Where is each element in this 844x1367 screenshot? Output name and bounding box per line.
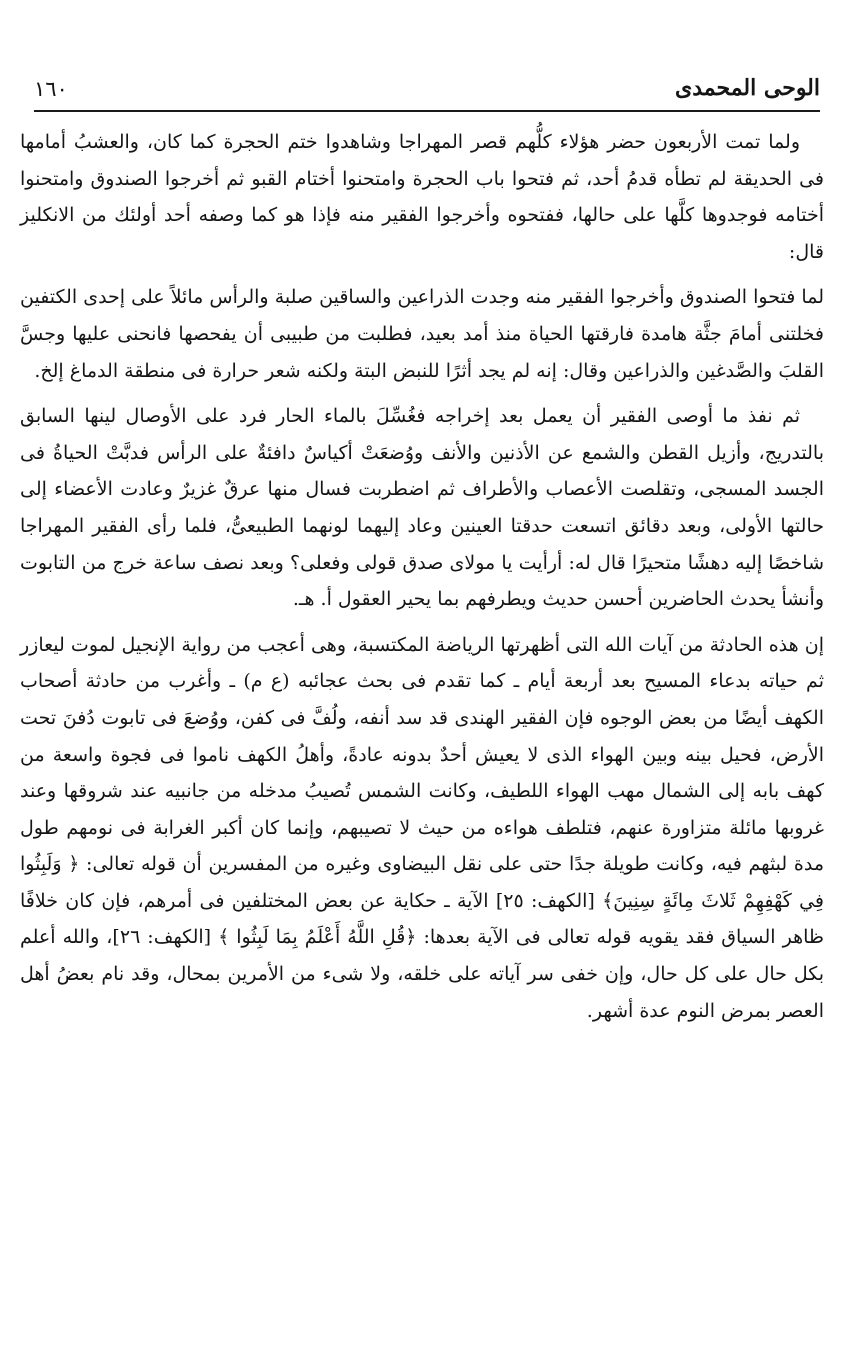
paragraph-3: ثم نفذ ما أوصى الفقير أن يعمل بعد إخراجه فغُسِّلَ بالماء الحار فرد على الأوصال لينها السابق بالتدريج، وأزيل القطن والشمع عن الأذنين والأنف ووُضعَتْ أكياسٌ دافئةٌ على الرأس فدبَّتْ الحياةُ فى الجسد المسجى، وتقلصت الأعصاب والأطراف ثم اضطربت فسال منها عرقٌ غزيرٌ وعادت الأعضاء إلى حالتها الأولى، وبعد دقائق اتسعت حدقتا العينين وعاد إليهما لونهما الطبيعىُّ، فلما رأى الفقير المهراجا شاخصًا إليه دهشًا متحيرًا قال له: أرأيت يا مولاى صدق قولى وفعلى؟ وبعد نصف ساعة خرج من التابوت وأنشأ يحدث الحاضرين أحسن حديث ويطرفهم بما يحير العقول أ. هـ. (20, 405, 824, 611)
paragraph-2: لما فتحوا الصندوق وأخرجوا الفقير منه وجدت الذراعين والساقين صلبة والرأس مائلاً على إحدى الكتفين فخلتنى أمامَ جثَّة هامدة فارقتها الحياة منذ أمد بعيد، فطلبت من طبيبى أن يفحصها فانحنى عليها وجسَّ القلبَ والصَّدغين والذراعين وقال: إنه لم يجد أثرًا للنبض البتة ولكنه شعر حرارة فى منطقة الدماغ إلخ. (20, 286, 824, 382)
paragraph-gap (20, 389, 824, 398)
paragraph-gap (20, 618, 824, 627)
paragraph-gap (20, 270, 824, 279)
body-text (20, 124, 824, 1029)
running-head (34, 70, 820, 110)
paragraph-4: إن هذه الحادثة من آيات الله التى أظهرتها الرياضة المكتسبة، وهى أعجب من رواية الإنجيل لموت ليعازر ثم حياته بدعاء المسيح بعد أربعة أيام ـ كما تقدم فى بحث عجائبه (ع م) ـ وأغرب من حادثة أصحاب الكهف أيضًا من بعض الوجوه فإن الفقير الهندى قد سد أنفه، ولُفَّ فى كفن، ووُضعَ فى تابوت دُفنَ تحت الأرض، فحيل بينه وبين الهواء الذى لا يعيش أحدٌ بدونه عادةً، وأهلُ الكهف ناموا فى فجوة واسعة من كهف بابه إلى الشمال مهب الهواء اللطيف، وكانت الشمس تُصيبُ مدخله من جانبيه عند شروقها وعند غروبها مائلة متزاورة عنهم، فتلطف هواءه من حيث لا تصيبهم، وإنما كان أكبر الغرابة فى نومهم طول مدة لبثهم فيه، وكانت طويلة جدًا حتى على نقل البيضاوى وغيره من المفسرين أن قوله تعالى: ﴿ وَلَبِثُوا فِي كَهْفِهِمْ ثَلاثَ مِائَةٍ سِنِينَ﴾ [الكهف: ٢٥] الآية ـ حكاية عن بعض المختلفين فى أمرهم، فإن كان خلافًا ظاهر السياق فقد يقويه قوله تعالى فى الآية بعدها: ﴿قُلِ اللَّهُ أَعْلَمُ بِمَا لَبِثُوا ﴾ [الكهف: ٢٦]، والله أعلم بكل حال على كل حال، وإن خفى سر آياته على خلقه، ولا شىء من الأمرين بمحال، وقد نام بعضُ أهل العصر بمرض النوم عدة أشهر. (20, 633, 824, 1022)
book-title: الوحى المحمدى (675, 75, 820, 101)
page-number: ١٦٠ (34, 77, 68, 101)
header-rule (34, 110, 820, 112)
paragraph-1: ولما تمت الأربعون حضر هؤلاء كلُّهم قصر المهراجا وشاهدوا ختم الحجرة كما كان، والعشبُ أمامها فى الحديقة لم تطأه قدمُ أحد، ثم فتحوا باب الحجرة وامتحنوا أختام القبو ثم أخرجوا الصندوق وامتحنوا أختامه فوجدوها كلَّها على حالها، ففتحوه وأخرجوا الفقير منه فإذا هو كما وصفه أحد أولئك من الانكليز قال: (20, 131, 824, 263)
